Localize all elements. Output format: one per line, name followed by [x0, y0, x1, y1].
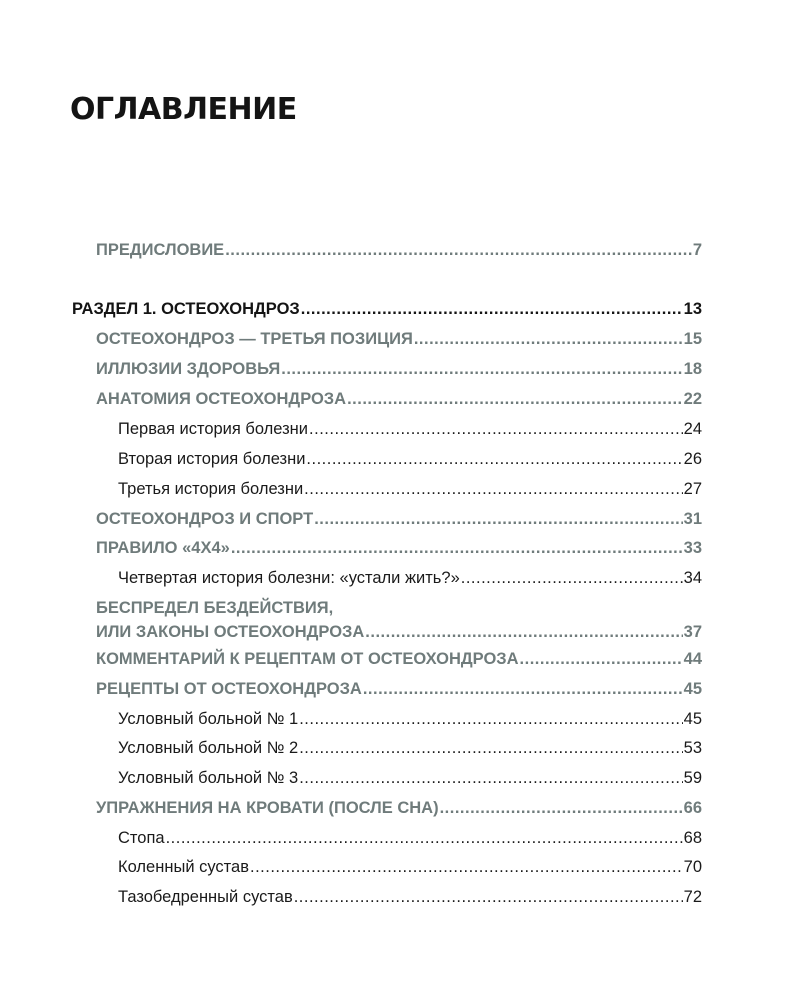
toc-entry[interactable] — [96, 647, 702, 671]
toc-entry-page: 66 — [683, 799, 702, 817]
toc-entry-page: 13 — [683, 300, 702, 318]
toc-entry-label: Условный больной № 1 — [118, 710, 299, 728]
dot-leader — [347, 387, 683, 411]
dot-leader — [250, 855, 683, 879]
toc-entry[interactable] — [118, 477, 702, 501]
toc-entry-label: ПРЕДИСЛОВИЕ — [96, 241, 225, 259]
toc-entry-page: 68 — [683, 829, 702, 847]
toc-entry-page: 18 — [683, 360, 702, 378]
dot-leader — [365, 620, 682, 644]
toc-entry[interactable] — [118, 736, 702, 760]
toc-entry-label: УПРАЖНЕНИЯ НА КРОВАТИ (ПОСЛЕ СНА) — [96, 799, 439, 817]
toc-entry-label: Условный больной № 2 — [118, 739, 299, 757]
toc-entry[interactable] — [96, 327, 702, 351]
toc-entry-label: Тазобедренный сустав — [118, 888, 293, 906]
toc-entry[interactable] — [118, 447, 702, 471]
toc-entry-label: Четвертая история болезни: «устали жить?» — [118, 569, 460, 587]
toc-entry-page: 45 — [683, 680, 702, 698]
toc-entry-page: 15 — [683, 330, 702, 348]
toc-entry[interactable] — [118, 566, 702, 590]
toc-entry-label: ИЛЛЮЗИИ ЗДОРОВЬЯ — [96, 360, 281, 378]
toc-entry[interactable] — [118, 707, 702, 731]
toc-entry-page: 31 — [683, 510, 702, 528]
toc-entry-label: Третья история болезни — [118, 480, 304, 498]
dot-leader — [314, 507, 682, 531]
dot-leader — [309, 417, 683, 441]
toc-entry-label: Первая история болезни — [118, 420, 309, 438]
toc-entry[interactable] — [118, 855, 702, 879]
toc-entry-label: РАЗДЕЛ 1. ОСТЕОХОНДРОЗ — [72, 300, 300, 318]
dot-leader — [281, 357, 682, 381]
dot-leader — [461, 566, 683, 590]
toc-entry[interactable] — [118, 885, 702, 909]
toc-entry[interactable] — [96, 596, 702, 644]
toc-entry-page: 70 — [683, 858, 702, 876]
toc-entry-page: 37 — [683, 623, 702, 641]
toc-entry-page: 72 — [683, 888, 702, 906]
toc-entry-label: Вторая история болезни — [118, 450, 306, 468]
toc-entry-label: БЕСПРЕДЕЛ БЕЗДЕЙСТВИЯ, ИЛИ ЗАКОНЫ ОСТЕОХОНДРОЗА — [96, 599, 365, 641]
toc-entry-label: Коленный сустав — [118, 858, 249, 876]
toc-entry[interactable] — [96, 536, 702, 560]
toc-entry-label: АНАТОМИЯ ОСТЕОХОНДРОЗА — [96, 390, 347, 408]
dot-leader — [304, 477, 682, 501]
dot-leader — [299, 707, 682, 731]
dot-leader — [299, 736, 682, 760]
toc-entry-label: Условный больной № 3 — [118, 769, 299, 787]
toc-entry-page: 59 — [683, 769, 702, 787]
toc-entry[interactable] — [96, 677, 702, 701]
page-title: ОГЛАВЛЕНИЕ — [70, 92, 297, 127]
dot-leader — [225, 238, 692, 262]
toc-entry-page: 44 — [683, 650, 702, 668]
toc-entry[interactable] — [118, 417, 702, 441]
dot-leader — [301, 297, 683, 321]
toc-entry-label: ОСТЕОХОНДРОЗ И СПОРТ — [96, 510, 314, 528]
toc-entry[interactable] — [96, 796, 702, 820]
toc-entry-label: РЕЦЕПТЫ ОТ ОСТЕОХОНДРОЗА — [96, 680, 362, 698]
toc-entry-page: 22 — [683, 390, 702, 408]
toc-entry[interactable] — [72, 297, 702, 321]
dot-leader — [231, 536, 683, 560]
toc-entry[interactable] — [96, 238, 702, 262]
dot-leader — [440, 796, 683, 820]
toc-entry-page: 45 — [683, 710, 702, 728]
toc-entry-page: 7 — [692, 241, 702, 259]
dot-leader — [363, 677, 683, 701]
toc-entry-label: ОСТЕОХОНДРОЗ — ТРЕТЬЯ ПОЗИЦИЯ — [96, 330, 413, 348]
dot-leader — [294, 885, 683, 909]
toc-entry-page: 53 — [683, 739, 702, 757]
dot-leader — [414, 327, 683, 351]
toc-entry[interactable] — [118, 766, 702, 790]
dot-leader — [520, 647, 683, 671]
toc-entry-page: 34 — [683, 569, 702, 587]
toc-entry[interactable] — [96, 507, 702, 531]
toc-entry-label: ПРАВИЛО «4Х4» — [96, 539, 230, 557]
dot-leader — [306, 447, 682, 471]
toc-entry-label: КОММЕНТАРИЙ К РЕЦЕПТАМ ОТ ОСТЕОХОНДРОЗА — [96, 650, 519, 668]
toc-entry[interactable] — [96, 357, 702, 381]
toc-entry-label: Стопа — [118, 829, 165, 847]
toc-entry[interactable] — [96, 387, 702, 411]
toc-entry[interactable] — [118, 826, 702, 850]
dot-leader — [166, 826, 683, 850]
toc-entry-page: 24 — [683, 420, 702, 438]
toc-entry-page: 26 — [683, 450, 702, 468]
dot-leader — [299, 766, 682, 790]
toc-entry-page: 27 — [683, 480, 702, 498]
toc-entry-page: 33 — [683, 539, 702, 557]
